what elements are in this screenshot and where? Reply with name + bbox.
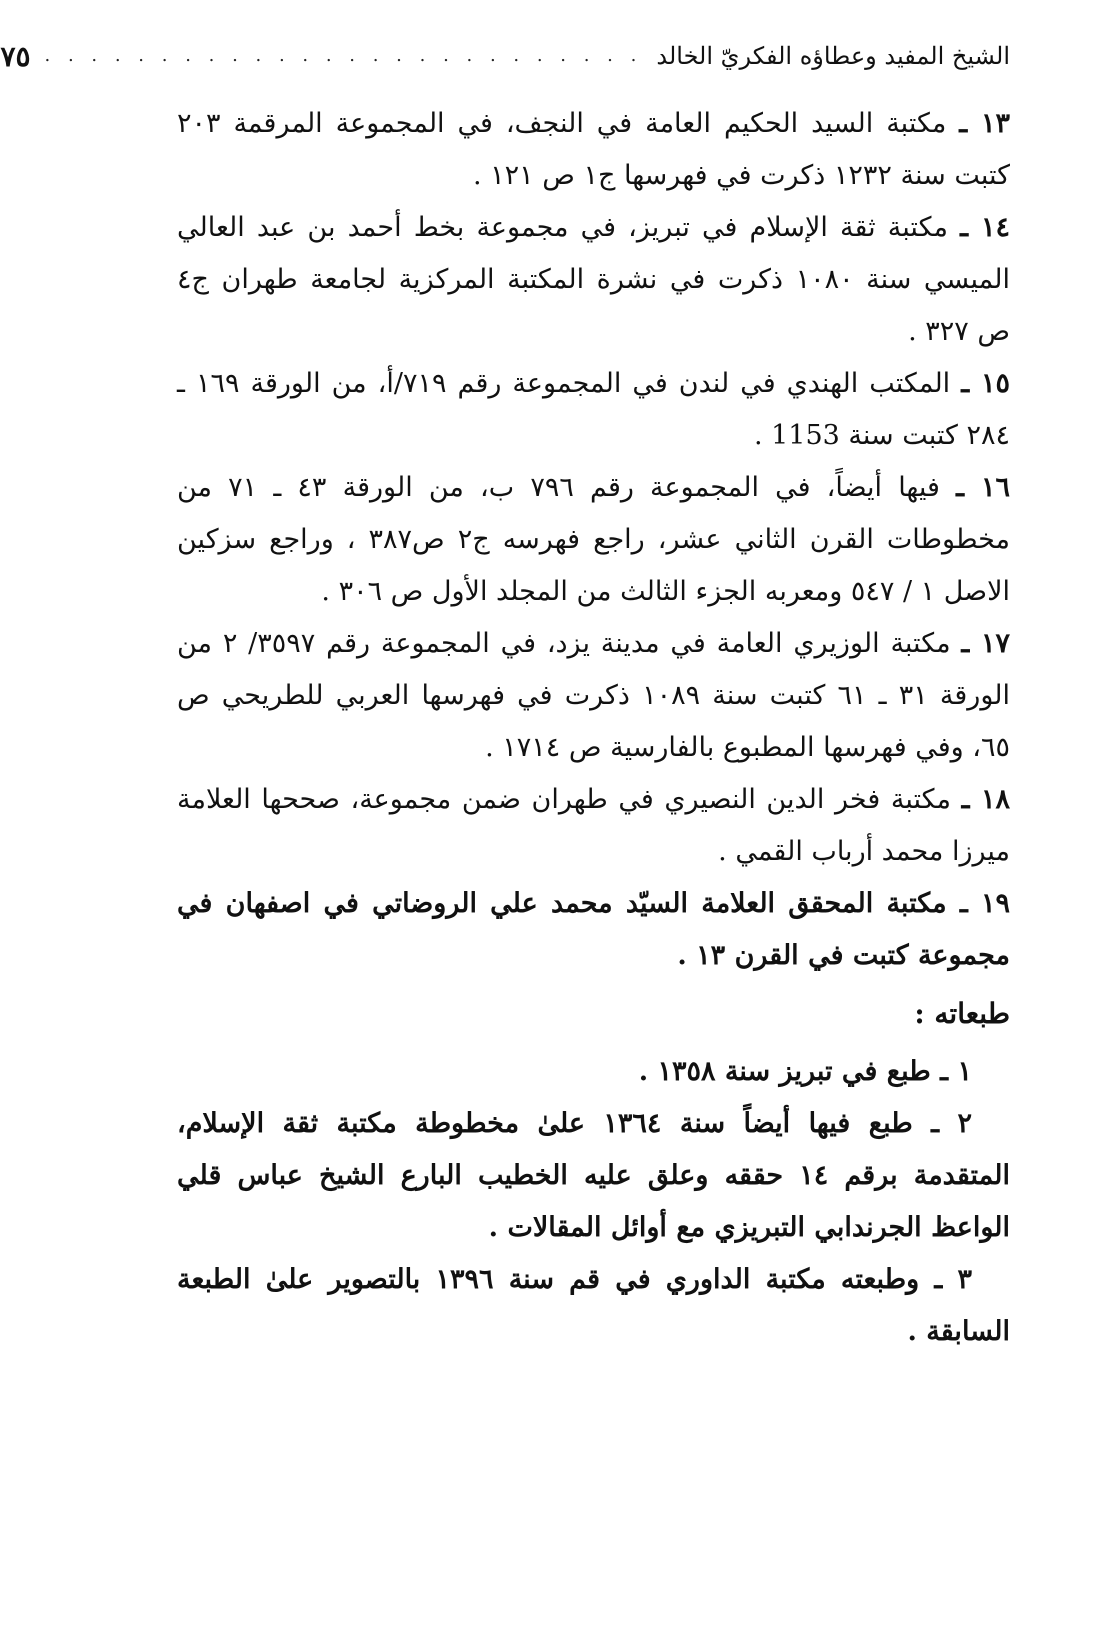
entry-text: المكتب الهندي في لندن في المجموعة رقم ٧١٩/أ، من الورقة ١٦٩ ـ ٢٨٤ كتبت سنة 1153 .	[177, 368, 1010, 451]
running-header-title: الشيخ المفيد وعطاؤه الفكريّ الخالد	[656, 42, 1010, 70]
entry-text: مكتبة ثقة الإسلام في تبريز، في مجموعة بخط أحمد بن عبد العالي الميسي سنة ١٠٨٠ ذكرت في نشرة المكتبة المركزية لجامعة طهران ج٤ ص ٣٢٧ .	[177, 212, 1010, 347]
leader-dots: . . . . . . . . . . . . . . . . . . . . . . . . . .	[44, 45, 643, 66]
entry-number: ١٨ ـ	[961, 784, 1010, 815]
entry-text: مكتبة الوزيري العامة في مدينة يزد، في المجموعة رقم ٣٥٩٧/ ٢ من الورقة ٣١ ـ ٦١ كتبت سنة ١٠٨٩ ذكرت في فهرسها العربي للطريحي ص ٦٥، وفي فهرسها المطبوع بالفارسية ص ١٧١٤ .	[177, 628, 1011, 763]
manuscript-entry	[177, 358, 1010, 462]
manuscript-entry	[177, 462, 1010, 618]
entry-number: ١٦ ـ	[956, 472, 1010, 503]
entry-text: فيها أيضاً، في المجموعة رقم ٧٩٦ ب، من الورقة ٤٣ ـ ٧١ من مخطوطات القرن الثاني عشر، راجع فهرسه ج٢ ص٣٨٧ ، وراجع سزكين الاصل ١ / ٥٤٧ ومعربه الجزء الثالث من المجلد الأول ص ٣٠٦ .	[177, 472, 1010, 607]
manuscript-entry	[177, 618, 1010, 774]
editions-heading: طبعاته :	[914, 997, 1010, 1030]
entry-number: ١٣ ـ	[959, 108, 1010, 139]
entry-number: ١٧ ـ	[961, 628, 1010, 659]
edition-entry	[177, 1254, 1010, 1358]
edition-entry	[177, 1046, 1010, 1098]
manuscript-entry	[177, 774, 1010, 878]
running-header	[0, 36, 1010, 76]
edition-entry	[177, 1098, 1010, 1254]
entry-text: طبع في تبريز سنة ١٣٥٨ .	[638, 1056, 931, 1087]
manuscript-entry	[177, 98, 1010, 202]
entry-number: ٢ ـ	[931, 1108, 972, 1139]
manuscript-entry	[177, 202, 1010, 358]
manuscript-entry	[177, 878, 1010, 982]
entry-text: وطبعته مكتبة الداوري في قم سنة ١٣٩٦ بالتصوير علىٰ الطبعة السابقة .	[177, 1264, 1010, 1347]
body-text	[177, 98, 1010, 1358]
entry-text: مكتبة السيد الحكيم العامة في النجف، في المجموعة المرقمة ٢٠٣ كتبت سنة ١٢٣٢ ذكرت في فهرسها ج١ ص ١٢١ .	[177, 108, 1010, 191]
entry-number: ١٥ ـ	[961, 368, 1010, 399]
entry-text: مكتبة فخر الدين النصيري في طهران ضمن مجموعة، صححها العلامة ميرزا محمد أرباب القمي .	[177, 784, 1010, 867]
entry-number: ١ ـ	[940, 1056, 972, 1087]
entry-number: ٣ ـ	[934, 1264, 973, 1295]
entry-text: مكتبة المحقق العلامة السيّد محمد علي الروضاتي في اصفهان في مجموعة كتبت في القرن ١٣ .	[177, 888, 1010, 971]
entry-number: ١٩ ـ	[959, 888, 1011, 919]
entry-number: ١٤ ـ	[960, 212, 1010, 243]
entry-text: طبع فيها أيضاً سنة ١٣٦٤ علىٰ مخطوطة مكتبة ثقة الإسلام، المتقدمة برقم ١٤ حققه وعلق عليه الخطيب البارع الشيخ عباس قلي الواعظ الجرندابي التبريزي مع أوائل المقالات .	[177, 1108, 1011, 1243]
page-number: ٧٥	[0, 39, 31, 73]
